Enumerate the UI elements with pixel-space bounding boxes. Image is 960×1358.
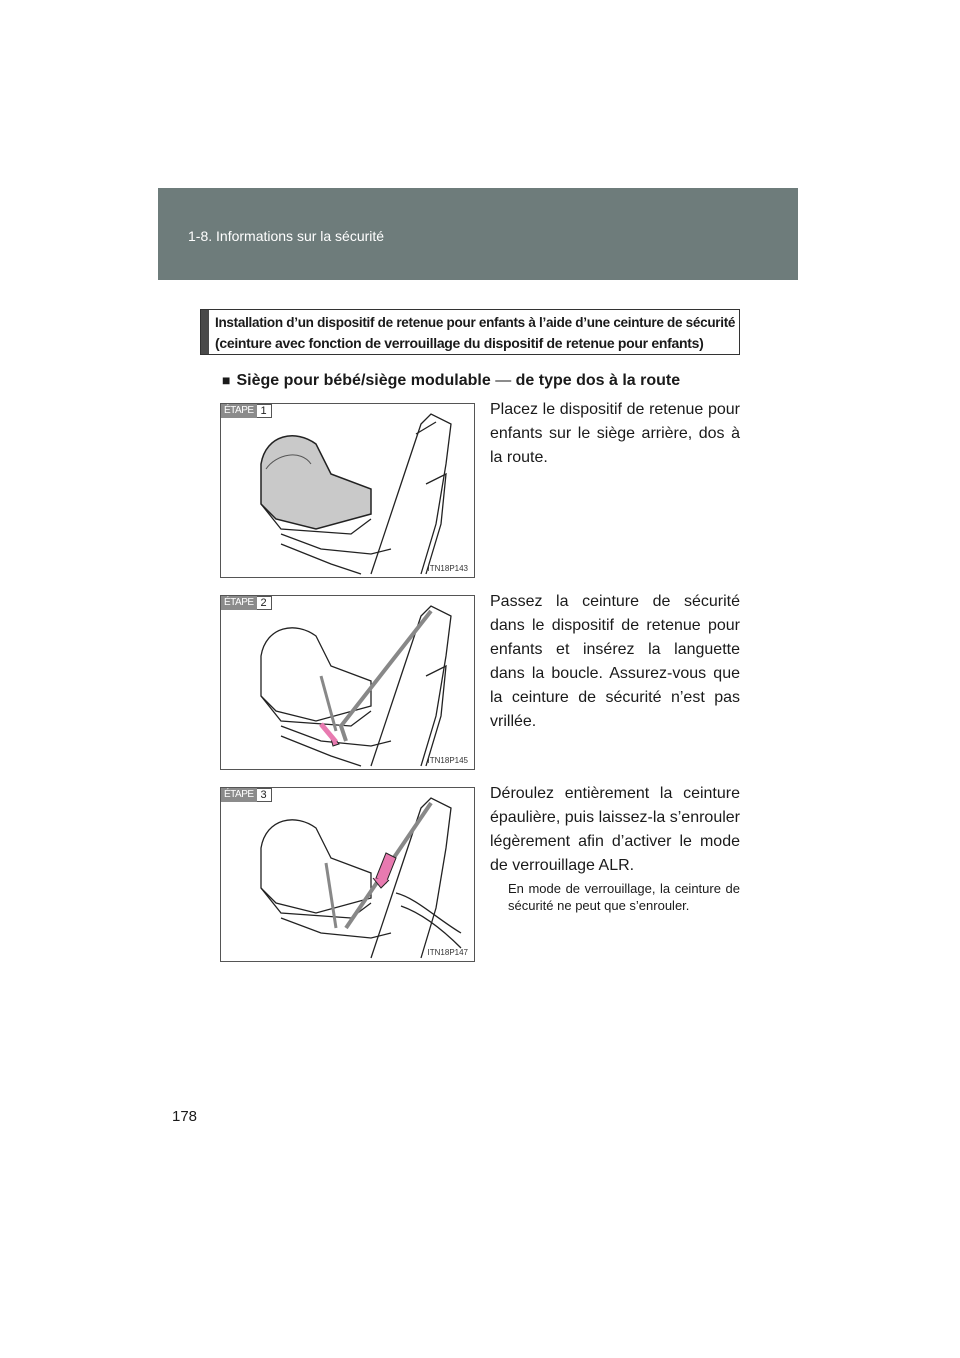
- step-badge-1: [221, 404, 272, 418]
- step-label: ÉTAPE: [221, 404, 257, 418]
- step-3-note: En mode de verrouillage, la ceinture de sécurité ne peut que s’enrouler.: [508, 881, 740, 913]
- subheading-dash: —: [495, 372, 512, 389]
- illustration-seat-step-1: [221, 404, 475, 578]
- figure-code: ITN18P147: [427, 948, 468, 957]
- bullet-icon: ■: [222, 372, 231, 388]
- section-title: 1-8. Informations sur la sécurité: [188, 228, 385, 244]
- step-number: 3: [257, 788, 272, 802]
- step-1-text: Placez le dispositif de retenue pour enfants sur le siège arrière, dos à la route.: [490, 401, 740, 466]
- step-badge-3: [221, 788, 272, 802]
- title-line-2: (ceinture avec fonction de verrouillage du dispositif de retenue pour enfants): [215, 335, 704, 351]
- step-3-text: Déroulez entièrement la ceinture épaulière, puis laissez-la s’enrouler légèrement afin d’activer le mode de verrouillage ALR.: [490, 785, 740, 874]
- step-badge-2: [221, 596, 272, 610]
- title-line-1: Installation d’un dispositif de retenue pour enfants à l’aide d’une ceinture de sécurité: [215, 314, 736, 330]
- step-number: 2: [257, 596, 272, 610]
- illustration-seat-step-2: [221, 596, 475, 770]
- figure-step-1: [220, 403, 475, 578]
- step-number: 1: [257, 404, 272, 418]
- title-bar: [201, 310, 209, 354]
- subheading-text-after: de type dos à la route: [515, 372, 681, 389]
- title-box: [200, 309, 740, 355]
- page-number: 178: [172, 1108, 198, 1125]
- step-label: ÉTAPE: [221, 788, 257, 802]
- illustration-seat-step-3: [221, 788, 475, 962]
- figure-step-3: [220, 787, 475, 962]
- subheading: [222, 372, 680, 390]
- figure-code: ITN18P143: [427, 564, 468, 573]
- step-label: ÉTAPE: [221, 596, 257, 610]
- figure-code: ITN18P145: [427, 756, 468, 765]
- header-band: [158, 188, 798, 280]
- subheading-text-before: Siège pour bébé/siège modulable: [236, 372, 491, 389]
- step-2-text: Passez la ceinture de sécurité dans le dispositif de retenue pour enfants et insérez la languette dans la boucle. Assurez-vous que la ceinture de sécurité n’est pas vrillée.: [490, 593, 740, 730]
- figure-step-2: [220, 595, 475, 770]
